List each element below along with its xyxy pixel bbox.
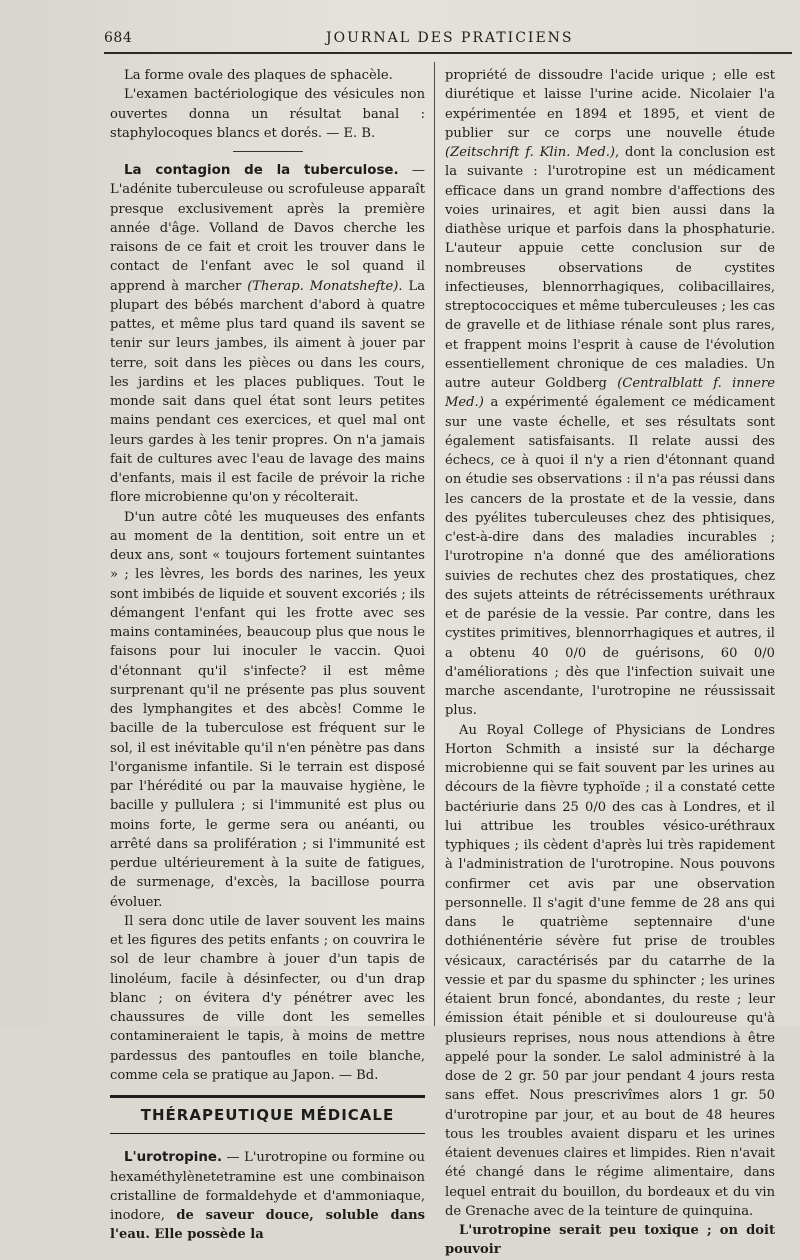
right-column	[445, 66, 775, 1258]
contagion-reference: (Therap. Monatshefte)	[247, 278, 399, 294]
continued-text-c: a expérimenté également ce médicament sur une vaste échelle, et ses résultats sont également satisfaisants. Il relate aussi des échecs, ce à quoi il n'y a rien d'étonnant quand on étudie ses observations : il n'a pas réussi dans les cancers de la prostate et de la vessie, dans des pyélites tuberculeuses chez des phtisiques, c'est-à-dire dans des maladies incurables ; l'urotropine n'a donné que des améliorations suivies de rechutes chez des prostatiques, chez des sujets atteints de rétrécissements uréthraux et de parésie de la vessie. Par contre, dans les cystites primitives, blennorrhagiques et autres, il a obtenu 40 0/0 de guérisons, 60 0/0 d'améliorations ; dès que l'infection suivait une marche ascendante, l'urotropine ne réussissait plus.	[445, 395, 775, 719]
urotropine-text-bold: de saveur douce, soluble dans l'eau. Elle possède la	[110, 1208, 425, 1243]
page-number: 684	[104, 30, 133, 46]
reference-centralblatt: (Centralblatt f. innere Med.)	[445, 376, 775, 411]
article-contagion	[110, 161, 425, 508]
journal-title: JOURNAL DES PRATICIENS	[326, 30, 574, 46]
contagion-text-start: — L'adénite tuberculeuse ou scrofuleuse apparaît presque exclusivement après la première année d'âge. Volland de Davos cherche les raisons de ce fait et croit les trouver dans le contact de l'enfant avec le sol quand il apprend à marcher	[110, 163, 425, 294]
header-rule	[104, 52, 792, 54]
continued-text-a: propriété de dissoudre l'acide urique ; elle est diurétique et laisse l'urine acide. Nicolaier l'a expérimentée en 1894 et 1895, et vient de publier sur ce corps une nouvelle étude	[445, 68, 775, 141]
section-rule-top	[110, 1095, 425, 1098]
continued-text-b: , dont la conclusion est la suivante : l'urotropine est un médicament efficace dans un grand nombre d'affections des voies urinaires, et agit bien aussi dans la diathèse urique et parfois dans la phosphaturie. L'auteur appuie cette conclusion sur de nombreuses observations de cystites infectieuses, blennorrhagiques, colibacillaires, streptococciques et même tuberculeuses ; les cas de gravelle et de lithiase rénale sont plus rares, et frappent moins l'esprit à cause de l'évolution essentiellement chronique de ces maladies. Un autre auteur Goldberg	[445, 145, 775, 391]
left-column	[110, 66, 426, 1243]
article-urotropine	[110, 1148, 425, 1244]
paragraph-horton: Au Royal College of Physicians de Londres Horton Schmith a insisté sur la décharge microbienne qui se fait souvent par les urines au décours de la fièvre typhoïde ; il a constaté cette bactériurie dans 25 0/0 des cas à Londres, et il lui attribue les troubles vésico-uréthraux typhiques ; ils cèdent d'après lui très rapidement à l'administration de l'urotropine. Nous pouvons confirmer cet avis par une observation personnelle. Il s'agit d'une femme de 28 ans qui dans le quatrième septennaire d'une dothiénentérie sévère fut prise de troubles vésicaux, caractérisés par du catarrhe de la vessie et par du spasme du sphincter ; les urines étaient brun foncé, abondantes, du reste ; leur émission était pénible et si douloureuse qu'à plusieurs reprises, nous nous attendions à être appelé pour la sonder. Le salol administré à la dose de 2 gr. 50 par jour pendant 4 jours resta sans effet. Nous prescrivîmes alors 1 gr. 50 d'urotropine par jour, et au bout de 48 heures tous les troubles avaient disparu et les urines étaient devenues claires et limpides. Rien n'avait été changé dans le régime alimentaire, dans lequel entrait du bouillon, du bordeaux et du vin de Grenache avec de la teinture de quinquina.	[445, 722, 775, 1219]
paragraph-examen: L'examen bactériologique des vésicules non ouvertes donna un résultat banal : staphylocoques blancs et dorés. — E. B.	[110, 87, 425, 141]
reference-zeitschrift: (Zeitschrift f. Klin. Med.)	[445, 145, 616, 160]
paragraph-urotropine-continued	[445, 66, 775, 721]
article-separator	[233, 151, 303, 152]
section-heading: THÉRAPEUTIQUE MÉDICALE	[140, 1106, 395, 1124]
paragraph-laver: Il sera donc utile de laver souvent les mains et les figures des petits enfants ; on couvrira le sol de leur chambre à jouer d'un tapis de linoléum, facile à désinfecter, ou d'un drap blanc ; on évitera d'y pénétrer avec les chaussures de ville dont les semelles contamineraient le tapis, à moins de mettre pardessus des pantoufles en toile blanche, comme cela se pratique au Japon. — Bd.	[110, 913, 425, 1083]
paragraph-ovale: La forme ovale des plaques de sphacèle.	[124, 68, 393, 83]
paragraph-last: L'urotropine serait peu toxique ; on doit pouvoir	[445, 1223, 775, 1258]
running-header	[104, 26, 792, 54]
contagion-text-end: . La plupart des bébés marchent d'abord à quatre pattes, et même plus tard quand ils savent se tenir sur leurs jambes, ils aiment à jouer par terre, soit dans les pièces ou dans les cours, les jardins et les places publiques. Tout le monde sait dans quel état sont leurs petites mains pendant ces exercices, et quel mal ont leurs gardes à les tenir propres. On n'a jamais fait de cultures avec l'eau de lavage des mains d'enfants, mais il est facile de prévoir la riche flore microbienne qu'on y récolterait.	[110, 278, 426, 506]
paragraph-muqueuses: D'un autre côté les muqueuses des enfants au moment de la dentition, soit entre un et deux ans, sont « toujours fortement suintantes » ; les lèvres, les bords des narines, les yeux sont imbibés de liquide et souvent excoriés ; ils démangent l'enfant qui les frotte avec ses mains contaminées, beaucoup plus que nous le faisons pour lui inoculer le vaccin. Quoi d'étonnant qu'il s'infecte? il est même surprenant qu'il ne présente pas plus souvent des lymphangites et des abcès! Comme le bacille de la tuberculose est fréquent sur le sol, il est inévitable qu'il n'en pénètre pas dans l'organisme infantile. Si le terrain est disposé par l'hérédité ou par la mauvaise hygiène, le bacille y pullulera ; si l'immunité est plus ou moins forte, le germe sera ou anéanti, ou arrêté dans sa prolifération ; si l'immunité est perdue ultérieurement à la suite de fatigues, de surmenage, d'excès, la bacillose pourra évoluer.	[110, 509, 425, 910]
section-rule-bottom	[110, 1133, 425, 1134]
urotropine-text: — L'urotropine ou formine ou hexaméthylènetetramine est une combinaison cristalline de formaldehyde et d'ammoniaque, inodore,	[110, 1150, 425, 1223]
article-title-urotropine: L'urotropine.	[124, 1150, 223, 1166]
column-divider	[434, 62, 435, 1026]
article-title-contagion: La contagion de la tuberculose.	[124, 163, 399, 178]
